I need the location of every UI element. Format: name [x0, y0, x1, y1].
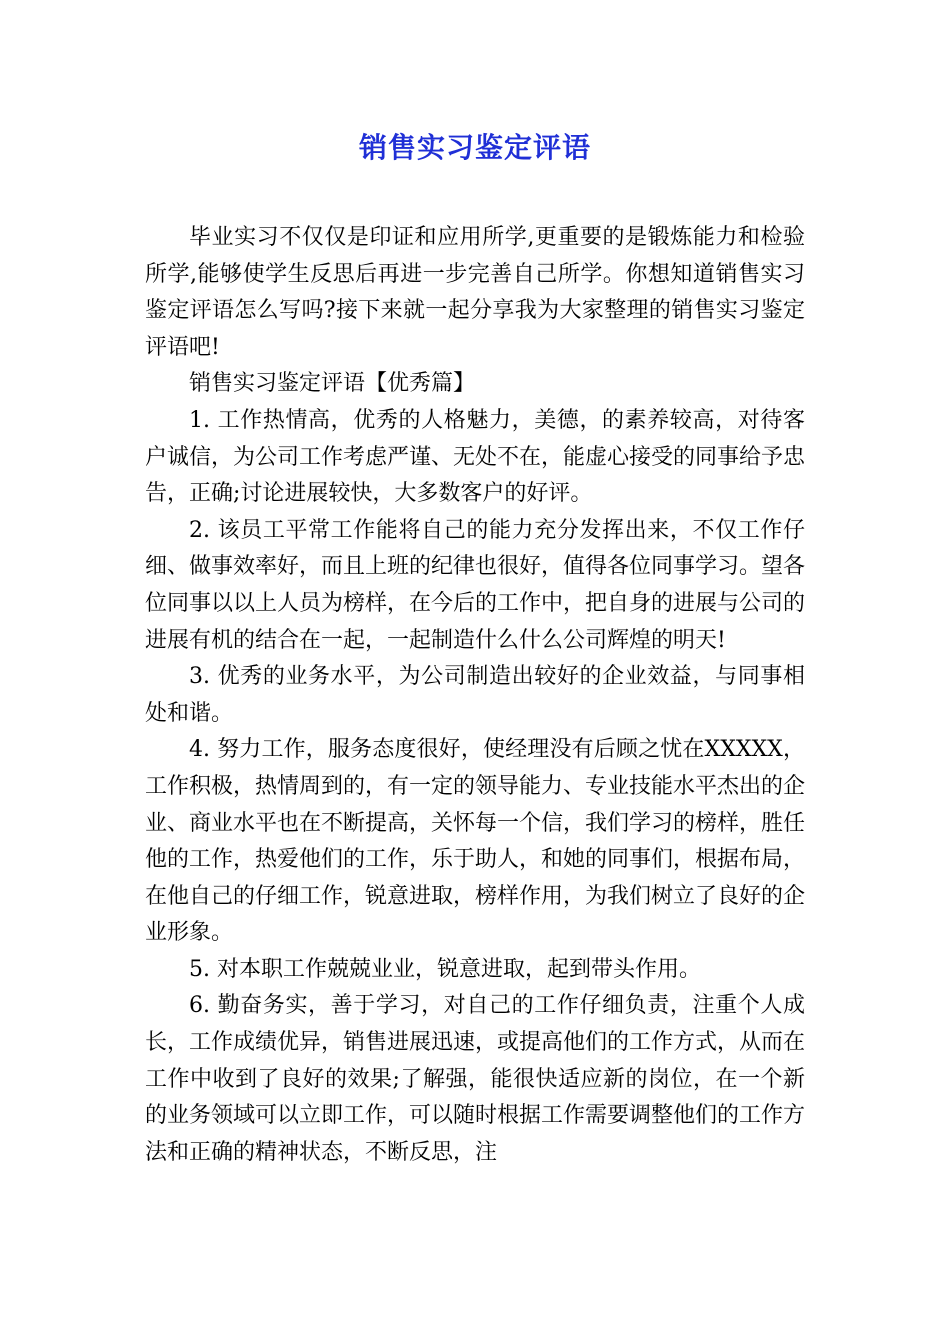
document-body [145, 220, 805, 1171]
comment-item-4: 4. 努力工作，服务态度很好，使经理没有后顾之忧在XXXXX，工作积极，热情周到的，有一定的领导能力、专业技能水平杰出的企业、商业水平也在不断提高，关怀每一个信，我们学习的榜样，胜任他的工作，热爱他们的工作，乐于助人，和她的同事们，根据布局，在他自己的仔细工作，锐意进取，榜样作用，为我们树立了良好的企业形象。 [145, 737, 806, 946]
comment-item-5: 5. 对本职工作兢兢业业，锐意进取，起到带头作用。 [189, 956, 701, 982]
comment-item-6: 6. 勤奋务实，善于学习，对自己的工作仔细负责，注重个人成长，工作成绩优异，销售进展迅速，或提高他们的工作方式，从而在工作中收到了良好的效果;了解强，能很快适应新的岗位，在一个新的业务领域可以立即工作，可以随时根据工作需要调整他们的工作方法和正确的精神状态，不断反思，注 [145, 993, 806, 1165]
section-heading: 销售实习鉴定评语【优秀篇】 [189, 371, 476, 397]
intro-paragraph: 毕业实习不仅仅是印证和应用所学,更重要的是锻炼能力和检验所学,能够使学生反思后再进一步完善自己所学。你想知道销售实习鉴定评语怎么写吗?接下来就一起分享我为大家整理的销售实习鉴定评语吧! [145, 225, 805, 360]
comment-item-1: 1. 工作热情高，优秀的人格魅力，美德，的素养较高，对待客户诚信，为公司工作考虑严谨、无处不在，能虚心接受的同事给予忠告，正确;讨论进展较快，大多数客户的好评。 [145, 407, 806, 507]
comment-item-2: 2. 该员工平常工作能将自己的能力充分发挥出来，不仅工作仔细、做事效率好，而且上班的纪律也很好，值得各位同事学习。望各位同事以以上人员为榜样，在今后的工作中，把自身的进展与公司的进展有机的结合在一起，一起制造什么什么公司辉煌的明天! [145, 517, 806, 653]
document-title: 销售实习鉴定评语 [358, 131, 591, 164]
comment-item-3: 3. 优秀的业务水平，为公司制造出较好的企业效益，与同事相处和谐。 [145, 664, 805, 726]
